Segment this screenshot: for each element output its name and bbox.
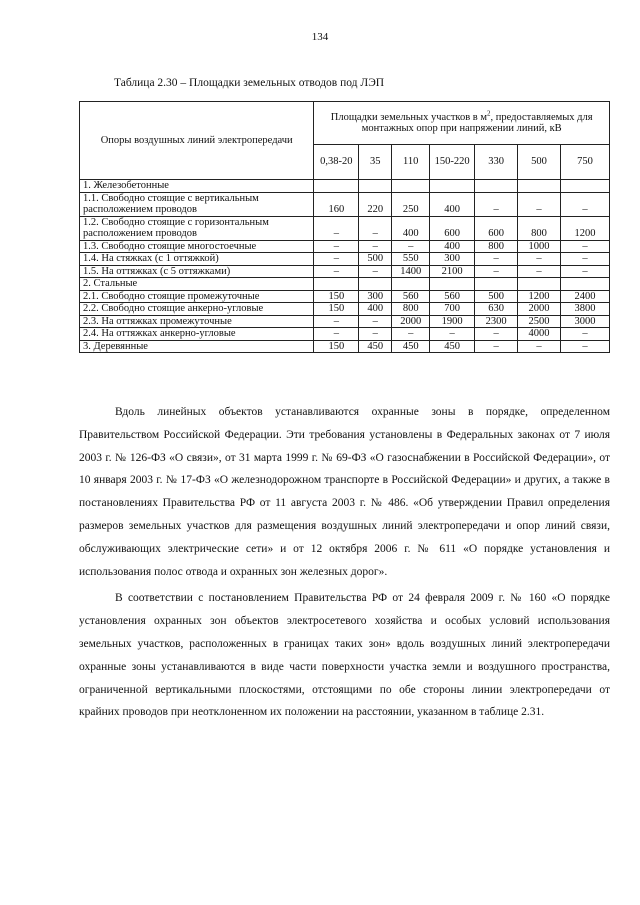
area-value: – bbox=[518, 253, 561, 266]
voltage-header: 500 bbox=[518, 145, 561, 180]
table-row bbox=[80, 328, 610, 341]
area-value: 150 bbox=[314, 290, 359, 303]
area-value bbox=[561, 278, 610, 291]
area-value: 800 bbox=[392, 303, 430, 316]
area-value: – bbox=[561, 265, 610, 278]
area-value: 600 bbox=[475, 216, 518, 240]
area-value: – bbox=[392, 328, 430, 341]
row-label: 1.5. На оттяжках (с 5 оттяжками) bbox=[80, 265, 314, 278]
area-value: – bbox=[561, 240, 610, 253]
area-value: 3800 bbox=[561, 303, 610, 316]
area-value bbox=[518, 180, 561, 193]
area-value: 150 bbox=[314, 340, 359, 353]
area-value: 2300 bbox=[475, 315, 518, 328]
area-value: 450 bbox=[430, 340, 475, 353]
area-value: – bbox=[314, 328, 359, 341]
area-value: – bbox=[359, 315, 392, 328]
area-value: 450 bbox=[392, 340, 430, 353]
area-value: 2400 bbox=[561, 290, 610, 303]
area-value: 2000 bbox=[518, 303, 561, 316]
row-label: 1.3. Свободно стоящие многостоечные bbox=[80, 240, 314, 253]
area-value: – bbox=[475, 328, 518, 341]
area-value: – bbox=[518, 265, 561, 278]
area-value: 450 bbox=[359, 340, 392, 353]
area-value bbox=[561, 180, 610, 193]
voltage-header: 750 bbox=[561, 145, 610, 180]
area-value: 1200 bbox=[518, 290, 561, 303]
row-label: 3. Деревянные bbox=[80, 340, 314, 353]
row-label: 2. Стальные bbox=[80, 278, 314, 291]
area-value: 500 bbox=[475, 290, 518, 303]
area-value: 2500 bbox=[518, 315, 561, 328]
row-label: 2.3. На оттяжках промежуточные bbox=[80, 315, 314, 328]
area-value bbox=[359, 180, 392, 193]
area-value: – bbox=[359, 216, 392, 240]
voltage-header: 110 bbox=[392, 145, 430, 180]
area-value: – bbox=[430, 328, 475, 341]
area-value: 3000 bbox=[561, 315, 610, 328]
area-value: 630 bbox=[475, 303, 518, 316]
land-allotment-table bbox=[79, 101, 610, 353]
area-value: – bbox=[561, 328, 610, 341]
area-value: – bbox=[359, 265, 392, 278]
area-value: 1900 bbox=[430, 315, 475, 328]
page-number: 134 bbox=[311, 31, 329, 43]
area-value: 300 bbox=[359, 290, 392, 303]
row-label: 1.1. Свободно стоящие с вертикальным расположением проводов bbox=[80, 192, 314, 216]
area-value: 550 bbox=[392, 253, 430, 266]
area-value: 560 bbox=[430, 290, 475, 303]
table-row bbox=[80, 265, 610, 278]
table-row bbox=[80, 216, 610, 240]
voltage-header: 0,38-20 bbox=[314, 145, 359, 180]
table-row bbox=[80, 340, 610, 353]
area-value bbox=[392, 180, 430, 193]
area-value: – bbox=[475, 253, 518, 266]
area-value: – bbox=[475, 192, 518, 216]
row-label: 2.4. На оттяжках анкерно-угловые bbox=[80, 328, 314, 341]
area-value: 560 bbox=[392, 290, 430, 303]
area-value: 160 bbox=[314, 192, 359, 216]
area-value: – bbox=[314, 240, 359, 253]
area-value: – bbox=[561, 192, 610, 216]
header-area: Площадки земельных участков в $м^2$, предоставляемых для монтажных опор при напряжении линий, кВ bbox=[314, 102, 610, 145]
table-row bbox=[80, 315, 610, 328]
area-value: 400 bbox=[359, 303, 392, 316]
area-value: 300 bbox=[430, 253, 475, 266]
area-value bbox=[430, 278, 475, 291]
area-value: 1200 bbox=[561, 216, 610, 240]
area-value: 600 bbox=[430, 216, 475, 240]
area-value: – bbox=[392, 240, 430, 253]
area-value: – bbox=[314, 315, 359, 328]
area-value: 500 bbox=[359, 253, 392, 266]
row-label: 1.2. Свободно стоящие с горизонтальным расположением проводов bbox=[80, 216, 314, 240]
voltage-header: 35 bbox=[359, 145, 392, 180]
area-value: – bbox=[314, 265, 359, 278]
area-value: – bbox=[561, 340, 610, 353]
area-value: 150 bbox=[314, 303, 359, 316]
table-row bbox=[80, 180, 610, 193]
area-value bbox=[475, 278, 518, 291]
table-row bbox=[80, 278, 610, 291]
area-value: – bbox=[518, 192, 561, 216]
area-value: – bbox=[475, 265, 518, 278]
area-value: – bbox=[518, 340, 561, 353]
area-value bbox=[359, 278, 392, 291]
table-row bbox=[80, 253, 610, 266]
area-value: 700 bbox=[430, 303, 475, 316]
row-label: 1. Железобетонные bbox=[80, 180, 314, 193]
area-value: – bbox=[314, 253, 359, 266]
area-value bbox=[392, 278, 430, 291]
voltage-header: 150-220 bbox=[430, 145, 475, 180]
area-value: 1000 bbox=[518, 240, 561, 253]
table-row bbox=[80, 303, 610, 316]
area-value: 400 bbox=[392, 216, 430, 240]
area-value bbox=[314, 278, 359, 291]
area-value: 250 bbox=[392, 192, 430, 216]
paragraph: Вдоль линейных объектов устанавливаются охранные зоны в порядке, определенном Правительством Российской Федерации. Эти требования установлены в Федеральных законах от 7 июля 2003 г. № 126-ФЗ «О связи», от 31 марта 1999 г. № 69-ФЗ «О газоснабжении в Российской Федерации», от 10 января 2003 г. № 17-ФЗ «О железнодорожном транспорте в Российской Федерации» и других, а также в постановлениях Правительства РФ от 11 августа 2003 г. № 486. «Об утверждении Правил определения размеров земельных участков для размещения воздушных линий электропередачи и опор линий связи, обслуживающих электрические сети» и от 12 октября 2006 г. № 611 «О порядке установления и использования полос отвода и охранных зон железных дорог». bbox=[79, 406, 610, 578]
table-row bbox=[80, 192, 610, 216]
area-value: 1400 bbox=[392, 265, 430, 278]
area-value: – bbox=[359, 240, 392, 253]
area-value: – bbox=[475, 340, 518, 353]
area-value: 400 bbox=[430, 192, 475, 216]
header-supports: Опоры воздушных линий электропередачи bbox=[80, 102, 314, 180]
area-value: 2000 bbox=[392, 315, 430, 328]
area-value: 4000 bbox=[518, 328, 561, 341]
area-value: 800 bbox=[475, 240, 518, 253]
body-text bbox=[79, 401, 610, 724]
table-row bbox=[80, 240, 610, 253]
area-value: – bbox=[314, 216, 359, 240]
paragraph: В соответствии с постановлением Правительства РФ от 24 февраля 2009 г. № 160 «О порядке установления охранных зон объектов электросетевого хозяйства и особых условий использования земельных участков, расположенных в границах таких зон» вдоль воздушных линий электропередачи охранные зоны устанавливаются в виде части поверхности участка земли и воздушного пространства, ограниченной вертикальными плоскостями, отстоящими по обе стороны линии электропередачи от крайних проводов при неотклоненном их положении на расстоянии, указанном в таблице 2.31. bbox=[79, 592, 610, 719]
area-value bbox=[314, 180, 359, 193]
table-caption: Таблица 2.30 – Площадки земельных отводов под ЛЭП bbox=[114, 77, 385, 89]
voltage-header: 330 bbox=[475, 145, 518, 180]
area-value bbox=[518, 278, 561, 291]
area-value bbox=[430, 180, 475, 193]
area-value: 2100 bbox=[430, 265, 475, 278]
area-value: 220 bbox=[359, 192, 392, 216]
area-value: – bbox=[359, 328, 392, 341]
area-value: 400 bbox=[430, 240, 475, 253]
row-label: 2.1. Свободно стоящие промежуточные bbox=[80, 290, 314, 303]
row-label: 1.4. На стяжках (с 1 оттяжкой) bbox=[80, 253, 314, 266]
row-label: 2.2. Свободно стоящие анкерно-угловые bbox=[80, 303, 314, 316]
area-value: 800 bbox=[518, 216, 561, 240]
area-value: – bbox=[561, 253, 610, 266]
table-body bbox=[80, 180, 610, 353]
table-row bbox=[80, 290, 610, 303]
area-value bbox=[475, 180, 518, 193]
